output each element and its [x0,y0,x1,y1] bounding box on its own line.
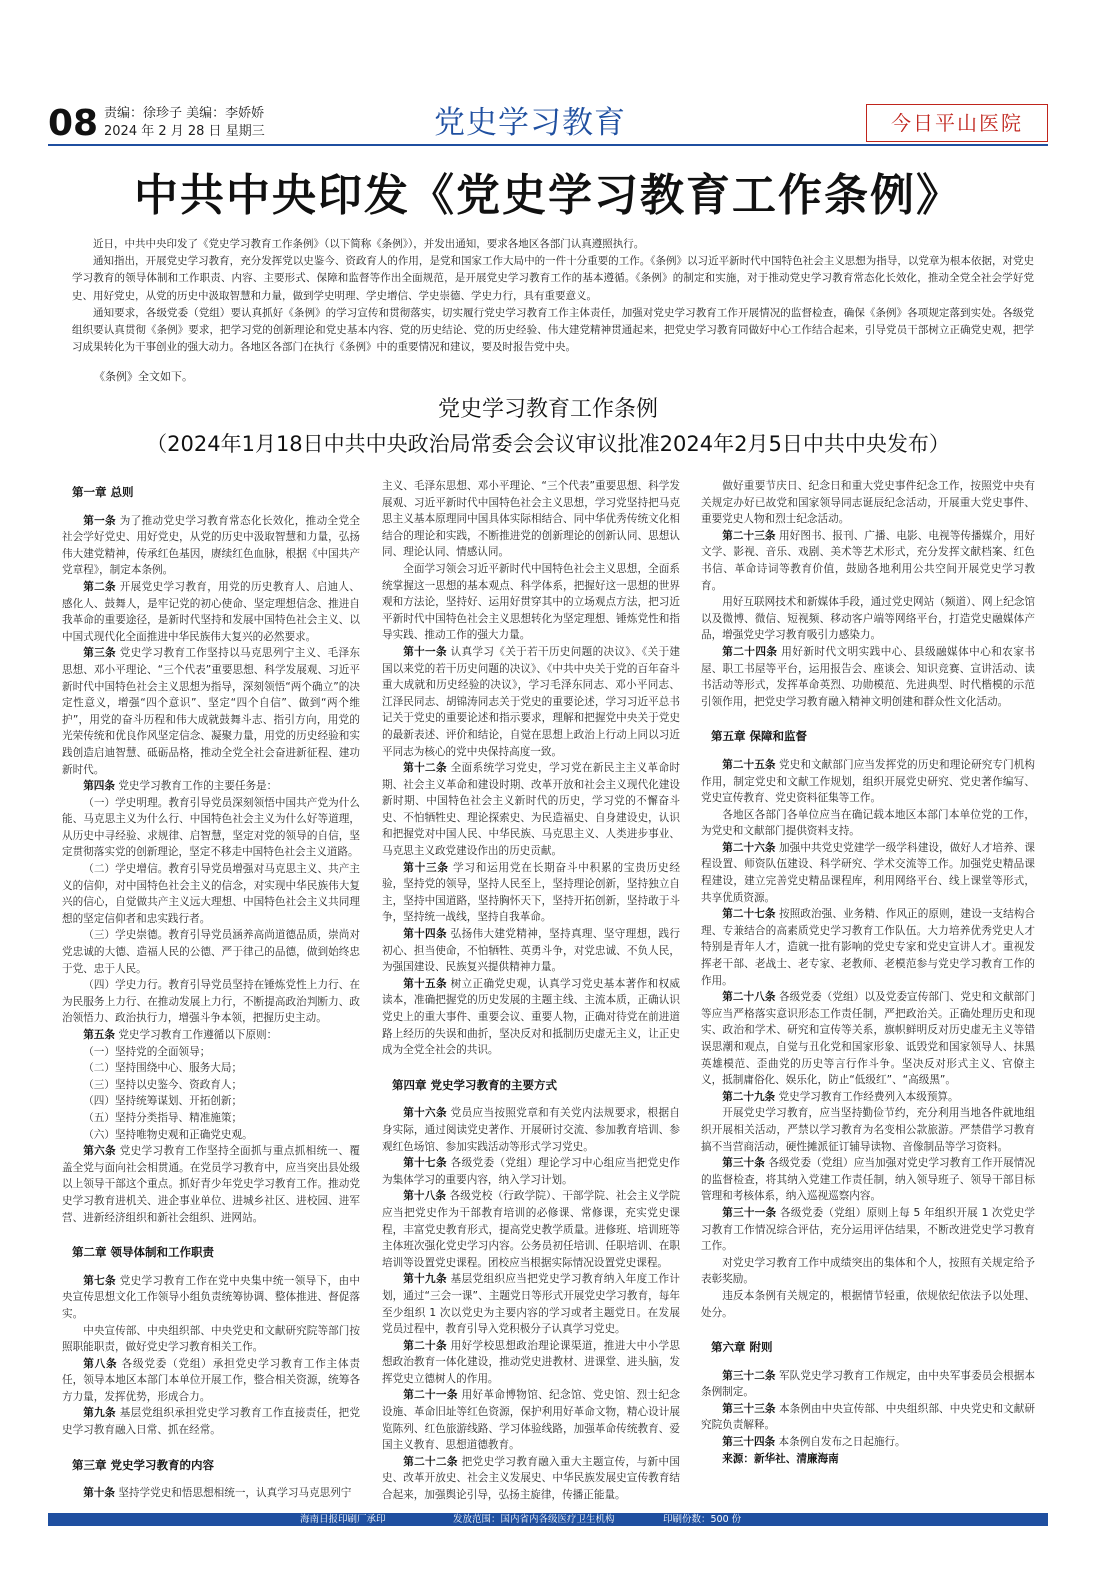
article-text: 党史学习教育工作遵循以下原则： [118,1029,278,1041]
article [382,1454,680,1504]
intro-paragraph: 通知指出，开展党史学习教育，充分发挥党以史鉴今、资政育人的作用，是党和国家工作大局中的一件十分重要的工作。《条例》以习近平新时代中国特色社会主义思想为指导，以党章为根本依据，对党史学习教育的领导体制和工作职责、内容、主要形式、保障和监督等作出全面规范，是开展党史学习教育工作的基本遵循。《条例》的制定和实施，对于推动党史学习教育常态化长效化，推动全党全社会学好党史、用好党史，从党的历史中汲取智慧和力量，做到学史明理、学史增信、学史崇德、学史力行，具有重要意义。 [72,255,1034,302]
intro-paragraph: 通知要求，各级党委（党组）要认真抓好《条例》的学习宣传和贯彻落实，切实履行党史学习教育工作主体责任，加强对党史学习教育工作开展情况的监督检查，确保《条例》各项规定落到实处。各级党组织要认真贯彻《条例》要求，把学习党的创新理论和党史基本内容、党的历史结论、党的历史经验、伟大建党精神贯通起来，把党史学习教育同做好中心工作结合起来，引导党员干部树立正确党史观，把学习成果转化为干事创业的强大动力。各地区各部门在执行《条例》中的重要情况和建议，要及时报告党中央。 [72,306,1034,354]
article-number: 第三条 [83,647,116,660]
full-text-note: 《条例》全文如下。 [94,370,193,384]
article-text: 各级党委（党组）承担党史学习教育工作主体责任，领导本地区本部门本单位开展工作，整合相关资源，统筹各方力量，发挥优势，形成合力。 [62,1357,360,1403]
article [382,860,680,926]
article-text: 坚持学党史和悟思想相统一，认真学习马克思列宁 [118,1487,352,1500]
article-text: 基层党组织应当把党史学习教育纳入年度工作计划，通过“三会一课”、主题党日等形式开展党史学习教育，每年至少组织 1 次以党史为主要内容的学习或者主题党日。在发展党员过程中，教育引导入党积极分子认真学习党史。 [382,1273,680,1336]
article-number: 第三十三条 [722,1402,776,1415]
article [382,1387,680,1453]
article [701,1205,1035,1255]
article [701,840,1035,906]
list-item: （六）坚持唯物史观和正确党史观。 [83,1128,253,1141]
article-number: 第二十七条 [722,908,776,921]
article [701,906,1035,989]
masthead [48,104,1048,144]
article-number: 第十四条 [403,928,447,941]
issue-meta [104,105,265,141]
article-text: 本条例由中央宣传部、中央组织部、中央党史和文献研究院负责解释。 [701,1402,1035,1432]
chapter-heading: 第三章 党史学习教育的内容 [72,1457,215,1472]
list-item: （一）学史明理。教育引导党员深刻领悟中国共产党为什么能、马克思主义为什么行、中国特色社会主义为什么好等道理，从历史中寻经验、求规律、启智慧，坚定对党的领导的自信，坚定贯彻落实党的创新理论，坚定不移走中国特色社会主义道路。 [62,796,360,859]
article-text: 为了推动党史学习教育常态化长效化，推动全党全社会学好党史、用好党史，从党的历史中汲取智慧和力量，弘扬伟大建党精神，传承红色基因，赓续红色血脉，根据《中国共产党章程》，制定本条例。 [62,514,360,577]
article [701,1401,1035,1434]
chapter-heading: 第一章 总则 [72,485,134,499]
paragraph: 中央宣传部、中央组织部、中央党史和文献研究院等部门按照职能职责，做好党史学习教育相关工作。 [62,1324,360,1354]
article-number: 第二十五条 [722,758,776,771]
editors-line: 责编：徐珍子 美编：李娇娇 [104,106,265,121]
article-text: 本条例自发布之日起施行。 [778,1436,906,1449]
article [62,1143,360,1226]
article [62,645,360,778]
article [701,528,1035,594]
article [382,1188,680,1271]
article-text: 各级党委（党组）应当加强对党史学习教育工作开展情况的监督检查，将其纳入党建工作责任制，纳入领导班子、领导干部目标管理和考核体系，纳入巡视巡察内容。 [701,1157,1035,1203]
article-text: 用好学校思想政治理论课渠道，推进大中小学思想政治教育一体化建设，推动党史进教材、进课堂、进头脑，发挥党史立德树人的作用。 [382,1339,680,1385]
article-number: 第三十四条 [722,1436,776,1449]
article [701,1155,1035,1205]
list-item: （四）学史力行。教育引导党员坚持在锤炼党性上力行、在为民服务上力行、在推动发展上力行，不断提高政治判断力、政治领悟力、政治执行力，增强斗争本领，把握历史主动。 [62,979,360,1025]
article-number: 第七条 [83,1274,116,1287]
article [382,926,680,976]
article-text: 用好新时代文明实践中心、县级融媒体中心和农家书屋、职工书屋等平台，运用报告会、座谈会、知识竞赛、宣讲活动、读书活动等形式，发挥革命英烈、功勋模范、先进典型、时代楷模的示范引领作用，把党史学习教育融入精神文明创建和群众性文化活动。 [701,645,1035,708]
article-text: 党员应当按照党章和有关党内法规要求，根据自身实际，通过阅读党史著作、开展研讨交流、参加教育培训、参观红色场馆、参加实践活动等形式学习党史。 [382,1107,680,1153]
article-number: 第十八条 [403,1190,447,1203]
article [701,1368,1035,1401]
article-number: 第四条 [83,780,115,793]
print-copies: 印刷份数：500 份 [663,1514,742,1525]
paragraph: 各地区各部门各单位应当在确记载本地区本部门本单位党的工作，为党史和文献部门提供资料支持。 [701,808,1035,838]
chapter-heading: 第四章 党史学习教育的主要方式 [392,1077,558,1092]
article [382,1271,680,1337]
article [62,513,360,579]
article-text: 党史学习教育工作的主要任务是： [118,780,278,793]
article-text: 党史学习教育工作坚持以马克思列宁主义、毛泽东思想、邓小平理论、“三个代表”重要思想、科学发展观、习近平新时代中国特色社会主义思想为指导，深刻领悟“两个确立”的决定性意义，增强“四个意识”、坚定“四个自信”、做到“两个维护”，用党的奋斗历程和伟大成就鼓舞斗志、指引方向，用党的光荣传统和优良作风坚定信念、凝聚力量，用党的历史经验和实践创造启迪智慧、砥砺品格，推动全党全社会奋进新征程、建功新时代。 [62,647,360,776]
article-text: 党史和文献部门应当发挥党的历史和理论研究专门机构作用，制定党史和文献工作规划，组织开展党史研究、党史著作编写、党史宣传教育、党史资料征集等工作。 [701,758,1035,805]
article-text: 各级党委（党组）以及党委宣传部门、党史和文献部门等应当严格落实意识形态工作责任制，严把政治关。正确处理历史和现实、政治和学术、研究和宣传等关系，旗帜鲜明反对历史虚无主义等错误思潮和观点，自觉与丑化党和国家形象、诋毁党和国家领导人、抹黑英雄模范、歪曲党的历史等言行作斗争。坚决反对形式主义、官僚主义，抵制庸俗化、娱乐化，防止“低级红”、“高级黑”。 [701,991,1035,1087]
paragraph: 对党史学习教育工作中成绩突出的集体和个人，按照有关规定给予表彰奖励。 [701,1256,1035,1286]
distribution-info: 发放范围：国内省内各级医疗卫生机构 [453,1514,615,1525]
article-text: 用好革命博物馆、纪念馆、党史馆、烈士纪念设施、革命旧址等红色资源，保护利用好革命文物，精心设计展览陈列、红色旅游线路、学习体验线路，加强革命传统教育、爱国主义教育、思想道德教育。 [382,1389,680,1452]
article [701,989,1035,1089]
article-text: 开展党史学习教育，用党的历史教育人、启迪人、感化人、鼓舞人，是牢记党的初心使命、坚定理想信念、推进自我革命的重要途径，是新时代坚持和发展中国特色社会主义、以中国式现代化全面推进中华民族伟大复兴的必然要求。 [62,580,360,643]
paragraph: 全面学习领会习近平新时代中国特色社会主义思想，全面系统掌握这一思想的基本观点、科学体系，把握好这一思想的世界观和方法论，坚持好、运用好贯穿其中的立场观点方法，把习近平新时代中国特色社会主义思想转化为坚定理想、锤炼党性和指导实践、推动工作的强大力量。 [382,562,680,642]
chapter-heading: 第二章 领导体制和工作职责 [72,1245,215,1260]
source-credit: 来源：新华社、清廉海南 [722,1452,839,1465]
article-number: 第三十条 [722,1157,765,1170]
document-title: 党史学习教育工作条例 [437,397,658,422]
printer-info: 海南日报印刷厂承印 [300,1514,386,1525]
article [382,644,680,760]
article-number: 第十六条 [403,1107,447,1120]
article [382,1105,680,1155]
article-number: 第二十一条 [403,1389,458,1402]
article-text: 党史学习教育工作在党中央集中统一领导下，由中央宣传思想文化工作领导小组负责统筹协调、整体推进、督促落实。 [62,1274,360,1320]
article [62,1485,360,1502]
paragraph: 用好互联网技术和新媒体手段，通过党史网站（频道）、网上纪念馆以及微博、微信、短视频、移动客户端等网络平台，打造党史融媒体产品，增强党史学习教育吸引力感染力。 [701,596,1035,642]
article [62,579,360,645]
article-text: 军队党史学习教育工作规定，由中央军事委员会根据本条例制定。 [701,1369,1035,1399]
article [382,976,680,1059]
text-column-1 [62,478,360,1508]
article [701,644,1035,710]
chapter-heading: 第五章 保障和监督 [711,729,808,744]
article [701,1089,1035,1106]
article [382,1338,680,1388]
article [382,760,680,860]
article [701,757,1035,807]
article [62,1356,360,1406]
list-item: （二）学史增信。教育引导党员增强对马克思主义、共产主义的信仰，对中国特色社会主义的信念，对实现中华民族伟大复兴的信心，自觉做共产主义远大理想、中国特色社会主义共同理想的坚定信仰者和忠实践行者。 [62,863,360,925]
list-item: （三）坚持以史鉴今、资政育人； [83,1078,243,1091]
article-text: 加强中共党史党建学一级学科建设，做好人才培养、课程设置、师资队伍建设、科学研究、学术交流等工作。加强党史精品课程建设，建立完善党史精品课程库，利用网络平台、线上课堂等形式，共享优质资源。 [701,841,1035,904]
article-number: 第一条 [83,514,116,527]
article-number: 第十三条 [403,861,449,874]
article-number: 第二条 [83,580,116,593]
article-number: 第十一条 [403,645,447,658]
text-column-3 [701,478,1035,1508]
date-line: 2024 年 2 月 28 日 星期三 [104,124,265,139]
article-text: 树立正确党史观，认真学习党史基本著作和权威读本，准确把握党的历史发展的主题主线、主流本质，正确认识党史上的重大事件、重要会议、重要人物，正确对待党在前进道路上经历的失误和曲折，坚决反对和抵制历史虚无主义，让正史成为全党全社会的共识。 [382,977,680,1057]
list-item: （一）坚持党的全面领导； [83,1045,211,1058]
article-number: 第三十一条 [722,1206,777,1219]
article [382,1155,680,1188]
article-text: 基层党组织承担党史学习教育工作直接责任，把党史学习教育融入日常、抓在经常。 [62,1407,360,1437]
article-number: 第十九条 [403,1273,447,1286]
article-number: 第二十二条 [403,1455,458,1468]
document-subtitle: （2024年1月18日中共中央政治局常委会会议审议批准2024年2月5日中共中央发布） [146,432,950,456]
article-number: 第二十六条 [722,841,776,854]
article [62,1027,360,1044]
article-number: 第二十四条 [722,645,778,658]
article-text: 各级党委（党组）原则上每 5 年组织开展 1 次党史学习教育工作情况综合评估，充分运用评估结果，不断改进党史学习教育工作。 [701,1206,1035,1253]
article [62,778,360,795]
intro-paragraph: 近日，中共中央印发了《党史学习教育工作条例》（以下简称《条例》），并发出通知，要求各地区各部门认真遵照执行。 [93,238,645,250]
article-number: 第九条 [83,1407,116,1420]
paragraph: 开展党史学习教育，应当坚持勤俭节约，充分利用当地各件就地组织开展相关活动，严禁以学习教育为名变相公款旅游。严禁借学习教育搞不当营商活动，硬性摊派征订辅导读物、音像制品等学习资料。 [701,1107,1035,1153]
article-text: 全面系统学习党史，学习党在新民主主义革命时期、社会主义革命和建设时期、改革开放和社会主义现代化建设新时期、中国特色社会主义新时代的历史，学习党的不懈奋斗史、不怕牺牲史、理论探索史、为民造福史、自身建设史，认识和把握党对中国人民、中华民族、马克思主义、人类进步事业、马克思主义政党建设作出的历史贡献。 [382,762,680,858]
list-item: （三）学史崇德。教育引导党员涵养高尚道德品质，崇尚对党忠诚的大德、造福人民的公德、严于律己的品德，做到始终忠于党、忠于人民。 [62,929,360,975]
article-number: 第二十三条 [722,529,776,542]
paragraph: 做好重要节庆日、纪念日和重大党史事件纪念工作，按照党中央有关规定办好已故党和国家领导同志诞辰纪念活动，开展重大党史事件、重要党史人物和烈士纪念活动。 [701,480,1035,526]
article-text: 用好图书、报刊、广播、电影、电视等传播媒介，用好文学、影视、音乐、戏剧、美术等艺术形式，充分发挥文献档案、红色书信、革命诗词等教育价值，鼓励各地利用公共空间开展党史学习教育。 [701,529,1035,592]
text-column-2 [382,478,680,1508]
paragraph: 违反本条例有关规定的，根据情节轻重，依规依纪依法予以处理、处分。 [701,1289,1035,1319]
article-text: 党史学习教育工作经费列入本级预算。 [778,1090,959,1103]
article-number: 第五条 [83,1029,115,1041]
article-text: 弘扬伟大建党精神，坚持真理、坚守理想，践行初心、担当使命，不怕牺牲、英勇斗争，对党忠诚、不负人民，为强国建设、民族复兴提供精神力量。 [382,928,680,974]
article [62,1273,360,1323]
article-text: 各级党委（党组）理论学习中心组应当把党史作为集体学习的重要内容，纳入学习计划。 [382,1157,680,1186]
article-number: 第十二条 [403,762,447,775]
article-number: 第六条 [83,1145,116,1158]
header-rule [48,144,1048,146]
footer-info [48,1513,1048,1526]
article-text: 按照政治强、业务精、作风正的原则，建设一支结构合理、专兼结合的高素质党史学习教育工作队伍。大力培养优秀党史人才特别是青年人才，造就一批有影响的党史专家和党史宣讲人才。重视发挥老干部、老战士、老专家、老教师、老模范参与党史学习教育工作的作用。 [701,908,1035,987]
article-number: 第三十二条 [722,1369,776,1382]
list-item: （五）坚持分类指导、精准施策； [83,1111,243,1124]
page-headline: 中共中央印发《党史学习教育工作条例》 [134,170,962,221]
article-number: 第二十八条 [722,991,776,1004]
article-text: 认真学习《关于若干历史问题的决议》、《关于建国以来党的若干历史问题的决议》、《中共中央关于党的百年奋斗重大成就和历史经验的决议》，学习毛泽东同志、邓小平同志、江泽民同志、胡锦涛同志关于党史的重要论述，学习习近平总书记关于党史的重要论述和指示要求，理解和把握党中央关于党史的最新表述、评价和结论，自觉在思想上政治上行动上同以习近平同志为核心的党中央保持高度一致。 [382,645,680,758]
article-number: 第二十条 [403,1339,447,1352]
article-text: 把党史学习教育融入重大主题宣传，与新中国史、改革开放史、社会主义发展史、中华民族发展史宣传教育结合起来，加强舆论引导，弘扬主旋律，传播正能量。 [382,1455,680,1502]
article [62,1405,360,1438]
page-number: 08 [48,103,99,144]
article-number: 第十五条 [403,977,447,990]
article-number: 第十条 [83,1487,115,1500]
article-text: 各级党校（行政学院）、干部学院、社会主义学院应当把党史作为干部教育培训的必修课、常修课，充实党史课程，丰富党史教育形式，提高党史教学质量。进修班、培训班等主体班次强化党史学习内容。公务员初任培训、任职培训、在职培训等设置党史课程。团校应当根据实际情况设置党史课程。 [382,1190,680,1269]
paper-name: 今日平山医院 [891,111,1023,135]
section-title: 党史学习教育 [434,105,626,141]
article-number: 第二十九条 [722,1090,776,1103]
list-item: （四）坚持统筹谋划、开拓创新； [83,1095,243,1108]
article-text: 学习和运用党在长期奋斗中积累的宝贵历史经验，坚持党的领导，坚持人民至上，坚持理论创新，坚持独立自主，坚持中国道路，坚持胸怀天下，坚持开拓创新，坚持敢于斗争，坚持统一战线，坚持自我革命。 [382,861,680,924]
article-number: 第十七条 [403,1157,447,1170]
article-number: 第八条 [83,1357,118,1370]
paper-name-box [866,104,1048,142]
article-text: 党史学习教育工作坚持全面抓与重点抓相统一、覆盖全党与面向社会相贯通。在党员学习教育中，应当突出县处级以上领导干部这个重点。抓好青少年党史学习教育工作。推动党史学习教育进机关、进企事业单位、进城乡社区、进校园、进军营、进新经济组织和新社会组织、进网站。 [62,1145,360,1224]
intro-section [72,236,1034,386]
paragraph: 主义、毛泽东思想、邓小平理论、“三个代表”重要思想、科学发展观、习近平新时代中国特色社会主义思想，学习党坚持把马克思主义基本原理同中国具体实际相结合、同中华优秀传统文化相结合的理论和实践，不断推进党的创新理论的创新认同、思想认同、理论认同、情感认同。 [382,480,680,559]
article [701,1434,1035,1451]
list-item: （二）坚持围绕中心、服务大局； [83,1062,243,1075]
chapter-heading: 第六章 附则 [711,1340,773,1355]
